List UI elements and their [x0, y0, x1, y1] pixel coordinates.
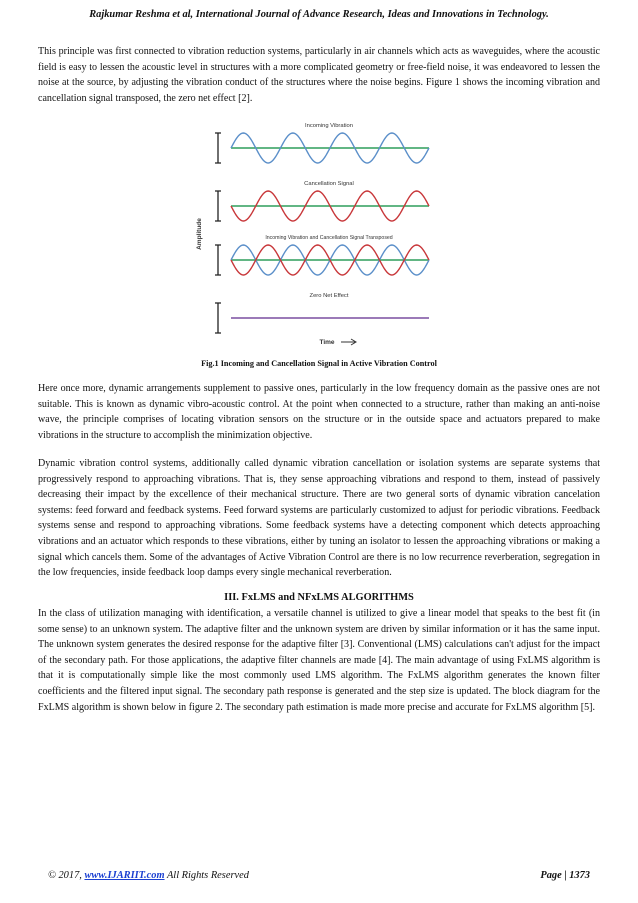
- amplitude-marker-3: [215, 245, 221, 275]
- running-header: Rajkumar Reshma et al, International Journal of Advance Research, Ideas and Innovations in Technology.: [89, 9, 549, 20]
- body-paragraph-2: Here once more, dynamic arrangements supplement to passive ones, particularly in the low frequency domain as the passive ones are not suitable. This is known as dynamic vibro-acoustic control. At the point when connected to a structure, rather than making an anti-noise wave, the principle comprises of locating vibration sensors on the structure or in the outside space and actuators prepared to make vibrations in the structure to accomplish the minimization objective.: [38, 383, 600, 441]
- amplitude-marker-2: [215, 191, 221, 221]
- panel-title-1: Incoming Vibration: [305, 123, 353, 129]
- panel-title-2: Cancellation Signal: [304, 181, 354, 187]
- body-paragraph-4: In the class of utilization managing with identification, a versatile channel is utilized to give a linear model that speaks to the best fit (in some sense) to an unknown system. The adaptive filter and the unknown system are driven by similar information or it has the same input. The unknown system generates the desired response for the adaptive filter [3]. Conventional (LMS) calculations can't adjust for the impact of the secondary path. For those applications, the adaptive filter channels are made [4]. The main advantage of using FxLMS algorithm is that it is computationally simple like the most commonly used LMS algorithm. The FxLMS algorithm generates the known filter coefficients and the filtered input signal. The secondary path response is generated and the step size is updated. The block diagram for the FxLMS algorithm is shown below in figure 2. The secondary path estimation is made more precise and accurate for FxLMS algorithm [5].: [38, 608, 600, 713]
- y-axis-label: Amplitude: [196, 218, 203, 250]
- amplitude-marker-1: [215, 133, 221, 163]
- amplitude-marker-4: [215, 303, 221, 333]
- journal-link[interactable]: www.IJARIIT.com: [84, 870, 165, 881]
- vibration-figure-svg: [193, 118, 443, 350]
- copyright-notice: © 2017, www.IJARIIT.com All Rights Reserved: [48, 870, 249, 881]
- figure-caption: Fig.1 Incoming and Cancellation Signal in Active Vibration Control: [201, 359, 437, 368]
- body-paragraph-3: Dynamic vibration control systems, additionally called dynamic vibration cancellation or isolation systems are separate systems that progressively respond to approaching vibrations. That is, they sense approaching vibrations and respond to them, instead of passively decreasing their impact by the excellence of their mechanical structure. There are two general sorts of dynamic vibration cancelation systems: feed forward and feedback systems. Feed forward systems are particularly customized to adjust for periodic vibrations. Feedback systems sense and respond to approaching vibrations. Some feedback systems have a detecting component which detects approaching vibrations and an actuator which responds to these vibrations, either by tuning an isolator to lessen the approaching vibrations or making a signal which cancels them. Some of the advantages of Active Vibration Control are there is no low recurrence reverberation, segregation in the low frequencies, inside feedback loop damps every single mechanical reverberation.: [38, 458, 600, 579]
- figure-1: [193, 118, 443, 350]
- body-paragraph-1: This principle was first connected to vibration reduction systems, particularly in air channels which acts as waveguides, where the acoustic field is easy to lessen the acoustic level in structures with a more complicated geometry or free-field noise, it was endeavored to lessen the noise at the source, by adjusting the vibration conduct of the structures where the noise begins. Figure 1 shows the incoming vibration and cancellation signal transposed, the zero net effect [2].: [38, 46, 600, 104]
- page-number: Page | 1373: [540, 870, 590, 881]
- x-axis-label: Time: [319, 339, 335, 346]
- panel-title-3: Incoming Vibration and Cancellation Signal Transposed: [265, 235, 393, 241]
- panel-title-4: Zero Net Effect: [309, 293, 349, 299]
- section-heading: III. FxLMS and NFxLMS ALGORITHMS: [224, 592, 414, 603]
